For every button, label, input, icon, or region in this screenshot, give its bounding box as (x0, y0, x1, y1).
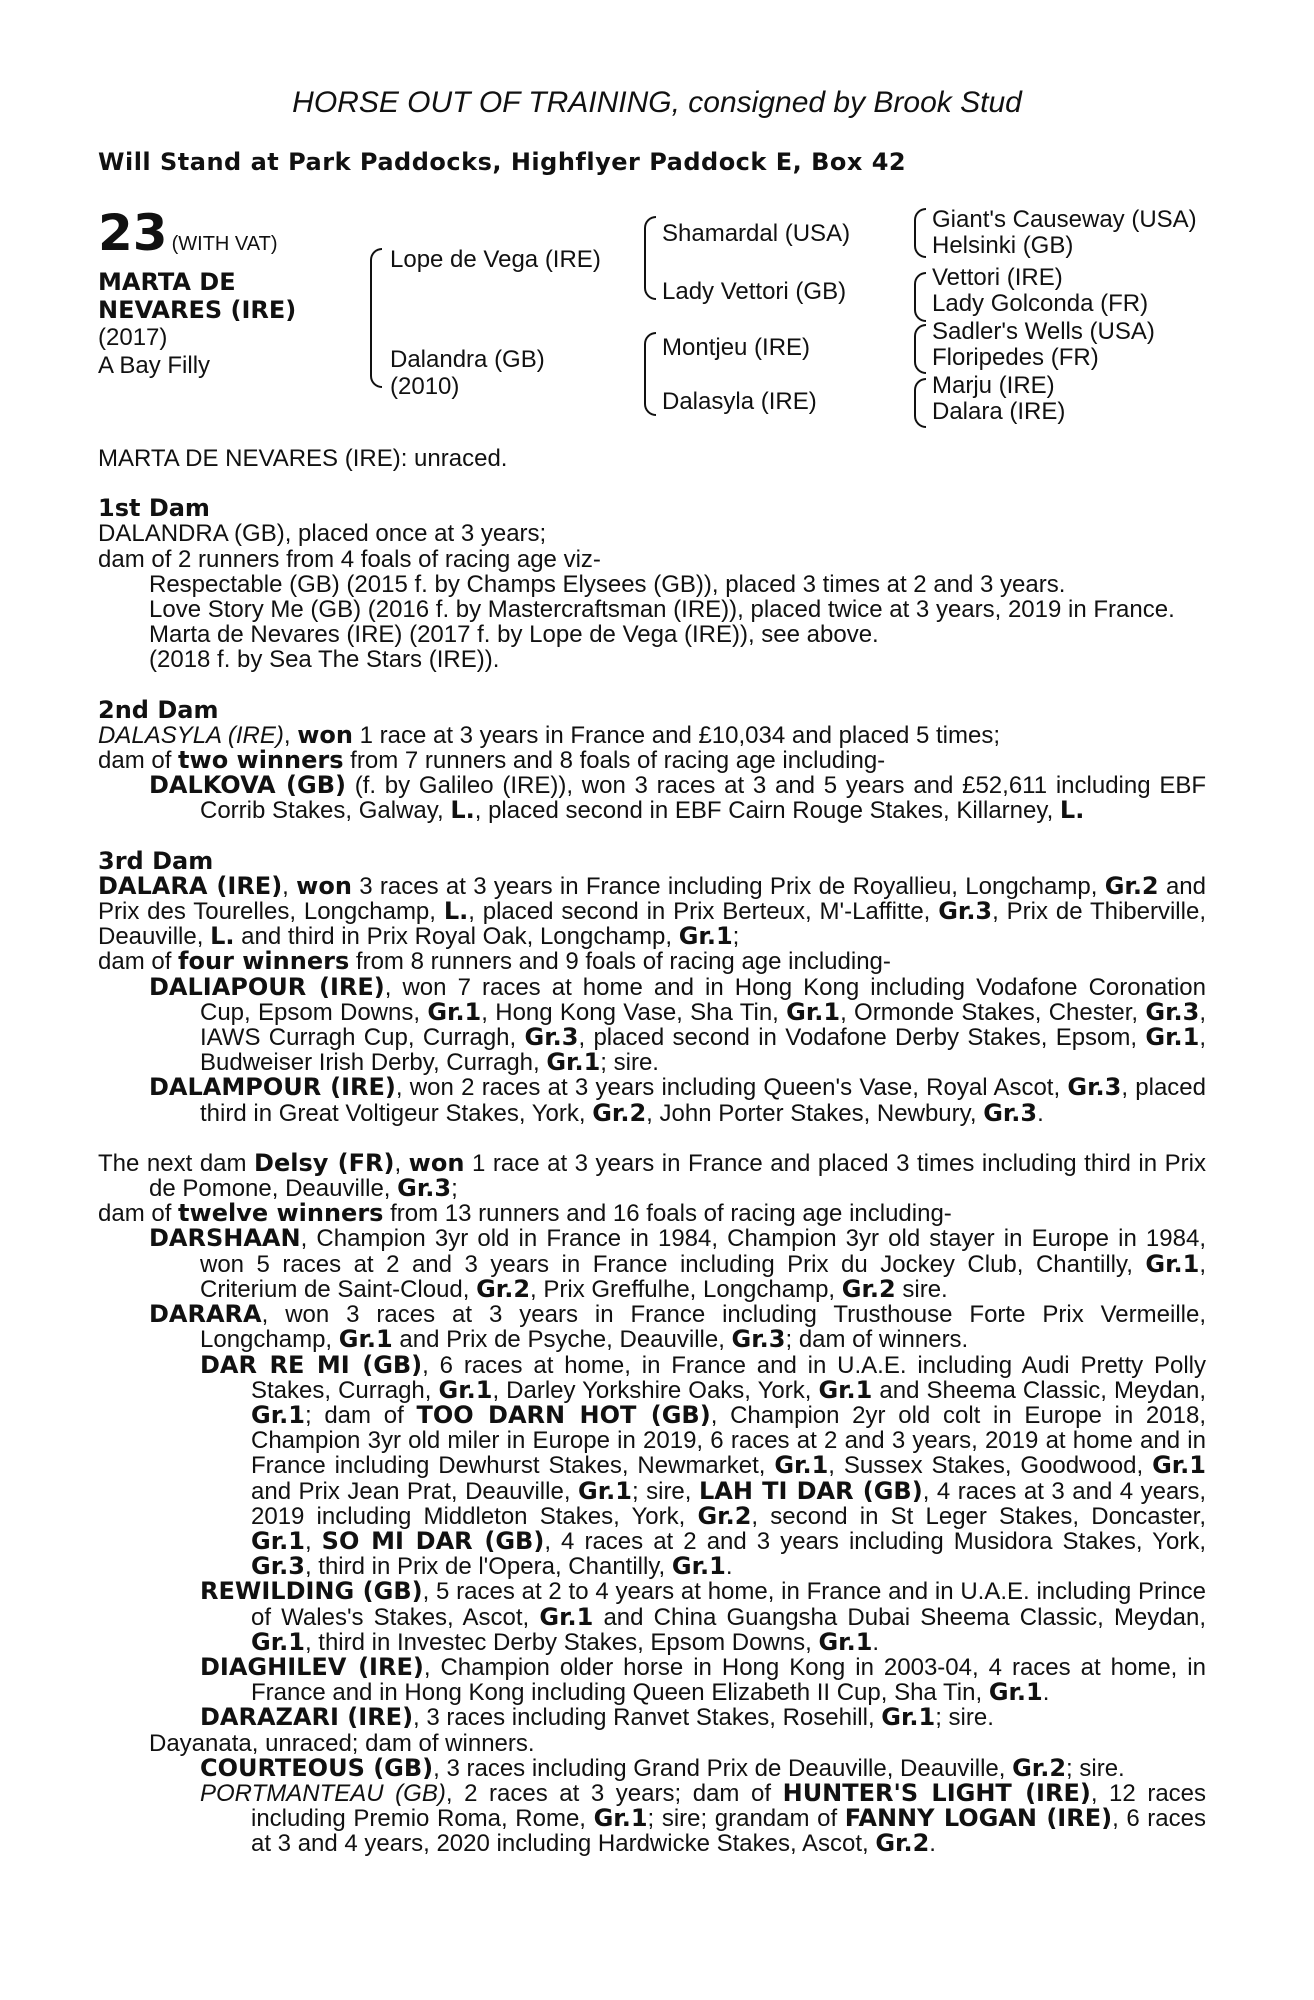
second-dam-produce: dam of two winners from 7 runners and 8 foals of racing age including- (98, 746, 886, 775)
produce-item: Marta de Nevares (IRE) (2017 f. by Lope de Vega (IRE)), see above. (149, 621, 879, 649)
first-dam-produce: dam of 2 runners from 4 foals of racing age viz- (98, 545, 601, 573)
pedigree-sire: Lope de Vega (IRE) (390, 246, 601, 273)
produce-item: DALKOVA (GB) (f. by Galileo (IRE)), won 3 races at 3 and 5 years and £52,611 including EBF Corrib Stakes, Galway, L., placed second in EBF Cairn Rouge Stakes, Killarney, L. (149, 771, 1207, 825)
first-dam-heading: 1st Dam (98, 494, 210, 523)
produce-record (98, 446, 1206, 1857)
produce-item: Dayanata, unraced; dam of winners. (149, 1729, 535, 1757)
third-dam-produce: dam of four winners from 8 runners and 9 foals of racing age including- (98, 947, 891, 976)
pedigree-brace-g3 (914, 324, 926, 374)
lot-number: 23 (98, 204, 168, 262)
pedigree-gg6: Floripedes (FR) (932, 344, 1099, 371)
produce-item: PORTMANTEAU (GB), 2 races at 3 years; dam of HUNTER'S LIGHT (IRE), 12 races including Premio Roma, Rome, Gr.1; sire; grandam of FANNY LOGAN (IRE), 6 races at 3 and 4 years, 2020 including Hardwicke Stakes, Ascot, Gr.2. (200, 1778, 1207, 1858)
pedigree-dam-sire: Montjeu (IRE) (662, 334, 811, 361)
lot-block (98, 204, 297, 380)
pedigree-gg4: Lady Golconda (FR) (932, 290, 1149, 317)
pedigree-gg7: Marju (IRE) (932, 372, 1055, 399)
produce-item: Respectable (GB) (2015 f. by Champs Elysees (GB)), placed 3 times at 2 and 3 years. (149, 570, 1066, 598)
vat-note: (WITH VAT) (171, 233, 278, 255)
pedigree-brace-main (370, 248, 382, 388)
pedigree-brace-g1 (914, 208, 926, 258)
pedigree-brace-sire (644, 216, 656, 300)
second-dam-heading: 2nd Dam (98, 695, 219, 724)
second-dam-line: DALASYLA (IRE), won 1 race at 3 years in France and £10,034 and placed 5 times; (98, 720, 1000, 749)
produce-item: (2018 f. by Sea The Stars (IRE)). (149, 646, 500, 674)
produce-item: REWILDING (GB), 5 races at 2 to 4 years at home, in France and in U.A.E. including Prince of Wales's Stakes, Ascot, Gr.1 and China Guangsha Dubai Sheema Classic, Meydan, Gr.1, third in Investec Derby Stakes, Epsom Downs, Gr.1. (200, 1577, 1207, 1656)
horse-name-line2: NEVARES (IRE) (98, 296, 297, 324)
pedigree-gg2: Helsinki (GB) (932, 232, 1074, 259)
stand-location: Will Stand at Park Paddocks, Highflyer Paddock E, Box 42 (98, 148, 907, 176)
produce-item: DALAMPOUR (IRE), won 2 races at 3 years including Queen's Vase, Royal Ascot, Gr.3, placed third in Great Voltigeur Stakes, York, Gr.2, John Porter Stakes, Newbury, Gr.3. (149, 1073, 1206, 1127)
pedigree-brace-dam (644, 332, 656, 416)
pedigree-dam-year: (2010) (390, 373, 460, 400)
next-dam-line: The next dam Delsy (FR), won 1 race at 3 years in France and placed 3 times including third in Prix de Pomone, Deauville, Gr.3; (98, 1148, 1206, 1203)
page-title: HORSE OUT OF TRAINING, consigned by Brook Stud (292, 86, 1022, 119)
pedigree-dam-dam: Dalasyla (IRE) (662, 388, 817, 415)
produce-item: DARARA, won 3 races at 3 years in France including Trusthouse Forte Prix Vermeille, Longchamp, Gr.1 and Prix de Psyche, Deauville, Gr.3; dam of winners. (149, 1300, 1206, 1354)
pedigree-dam: Dalandra (GB) (390, 346, 545, 373)
pedigree-sire-dam: Lady Vettori (GB) (662, 278, 847, 305)
produce-item: Love Story Me (GB) (2016 f. by Mastercraftsman (IRE)), placed twice at 3 years, 2019 in France. (149, 596, 1175, 624)
pedigree-gg5: Sadler's Wells (USA) (932, 318, 1155, 345)
pedigree-gg8: Dalara (IRE) (932, 398, 1066, 425)
foaling-year: (2017) (98, 324, 168, 351)
produce-item: DIAGHILEV (IRE), Champion older horse in Hong Kong in 2003-04, 4 races at home, in France and in Hong Kong including Queen Elizabeth II Cup, Sha Tin, Gr.1. (200, 1652, 1206, 1707)
pedigree-brace-g4 (914, 378, 926, 428)
produce-item: DARSHAAN, Champion 3yr old in France in 1984, Champion 3yr old stayer in Europe in 1984, won 5 races at 2 and 3 years in France including Prix du Jockey Club, Chantilly, Gr.1, Criterium de Saint-Cloud, Gr.2, Prix Greffulhe, Longchamp, Gr.2 sire. (149, 1224, 1206, 1303)
first-dam-line: DALANDRA (GB), placed once at 3 years; (98, 520, 547, 548)
pedigree-sire-sire: Shamardal (USA) (662, 220, 851, 247)
produce-item: DAR RE MI (GB), 6 races at home, in France and in U.A.E. including Audi Pretty Polly Stakes, Curragh, Gr.1, Darley Yorkshire Oaks, York, Gr.1 and Sheema Classic, Meydan, Gr.1; dam of TOO DARN HOT (GB), Champion 2yr old colt in Europe in 2018, Champion 3yr old miler in Europe in 2019, 6 races at 2 and 3 years, 2019 at home and in France including Dewhurst Stakes, Newmarket, Gr.1, Sussex Stakes, Goodwood, Gr.1 and Prix Jean Prat, Deauville, Gr.1; sire, LAH TI DAR (GB), 4 races at 3 and 4 years, 2019 including Middleton Stakes, York, Gr.2, second in St Leger Stakes, Doncaster, Gr.1, SO MI DAR (GB), 4 races at 2 and 3 years including Musidora Stakes, York, Gr.3, third in Prix de l'Opera, Chantilly, Gr.1. (200, 1350, 1207, 1581)
intro-line: MARTA DE NEVARES (IRE): unraced. (98, 445, 508, 472)
pedigree-gg1: Giant's Causeway (USA) (932, 206, 1197, 233)
horse-description: A Bay Filly (98, 352, 211, 379)
next-dam-produce: dam of twelve winners from 13 runners and 16 foals of racing age including- (98, 1199, 952, 1228)
produce-item: DALIAPOUR (IRE), won 7 races at home and in Hong Kong including Vodafone Coronation Cup, Epsom Downs, Gr.1, Hong Kong Vase, Sha Tin, Gr.1, Ormonde Stakes, Chester, Gr.3, IAWS Curragh Cup, Curragh, Gr.3, placed second in Vodafone Derby Stakes, Epsom, Gr.1, Budweiser Irish Derby, Curragh, Gr.1; sire. (149, 972, 1207, 1077)
third-dam-line: DALARA (IRE), won 3 races at 3 years in France including Prix de Royallieu, Longchamp, Gr.2 and Prix des Tourelles, Longchamp, L., placed second in Prix Berteux, M'-Laffitte, Gr.3, Prix de Thiberville, Deauville, L. and third in Prix Royal Oak, Longchamp, Gr.1; (98, 871, 1206, 951)
produce-item: DARAZARI (IRE), 3 races including Ranvet Stakes, Rosehill, Gr.1; sire. (200, 1703, 994, 1732)
pedigree-gg3: Vettori (IRE) (932, 264, 1063, 291)
third-dam-heading: 3rd Dam (98, 846, 214, 875)
horse-name-line1: MARTA DE (98, 268, 236, 296)
pedigree-brace-g2 (914, 272, 926, 322)
produce-item: COURTEOUS (GB), 3 races including Grand Prix de Deauville, Deauville, Gr.2; sire. (200, 1753, 1125, 1782)
